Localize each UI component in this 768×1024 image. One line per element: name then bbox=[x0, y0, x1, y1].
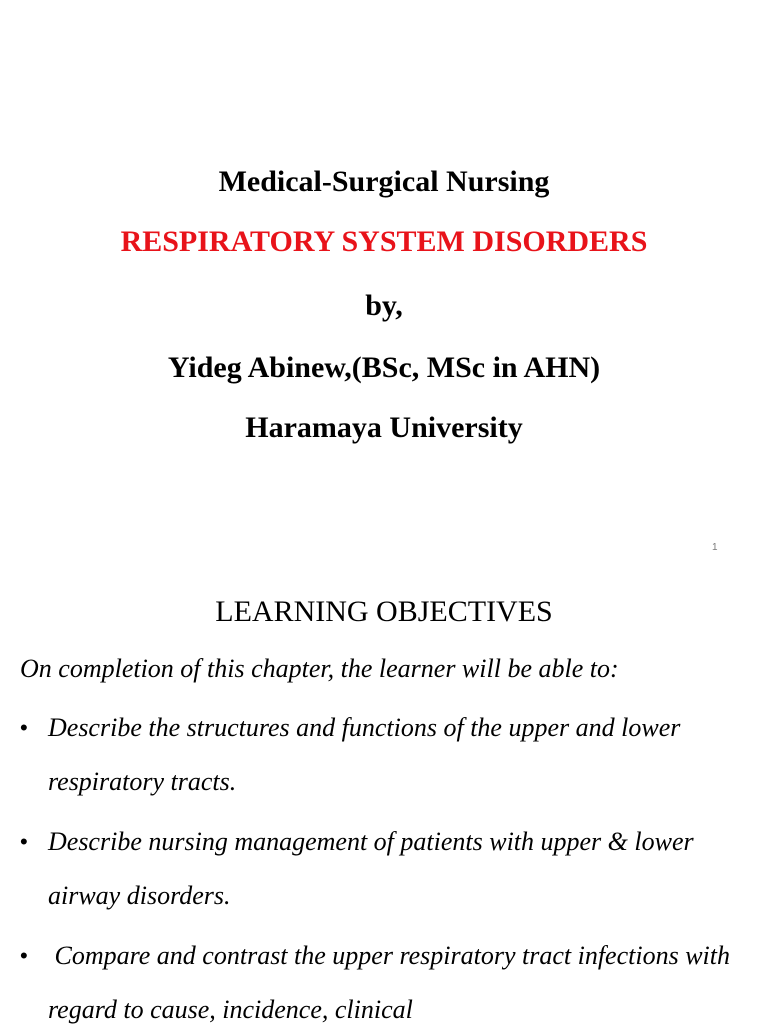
course-title: Medical-Surgical Nursing bbox=[218, 165, 550, 198]
bullet-icon: • bbox=[20, 943, 28, 968]
page-number: 1 bbox=[712, 542, 718, 553]
objectives-heading: LEARNING OBJECTIVES bbox=[215, 595, 553, 628]
author-name: Yideg Abinew,(BSc, MSc in AHN) bbox=[167, 351, 601, 384]
objectives-intro: On completion of this chapter, the learner will be able to: bbox=[20, 654, 619, 683]
bullet-icon: • bbox=[20, 715, 28, 740]
by-label: by, bbox=[365, 289, 403, 322]
objectives-slide bbox=[0, 576, 768, 1024]
objective-text: Compare and contrast the upper respiratory tract infections with regard to cause, incidence, clinical bbox=[48, 941, 737, 1024]
topic-title: RESPIRATORY SYSTEM DISORDERS bbox=[120, 225, 648, 258]
objective-text: Describe nursing management of patients with upper & lower airway disorders. bbox=[48, 827, 694, 910]
bullet-icon: • bbox=[20, 829, 28, 854]
objective-text: Describe the structures and functions of the upper and lower respiratory tracts. bbox=[48, 713, 681, 796]
university-name: Haramaya University bbox=[245, 411, 523, 444]
